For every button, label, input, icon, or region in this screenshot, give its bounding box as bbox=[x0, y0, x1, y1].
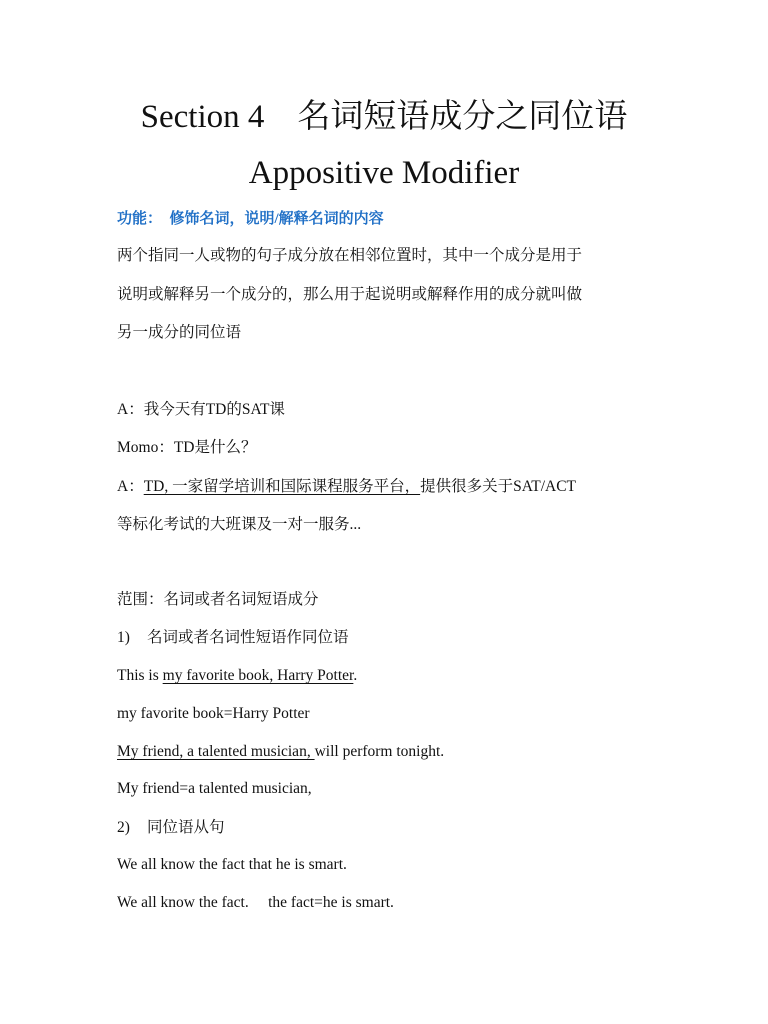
list-item-1-text: 名词或者名词性短语作同位语 bbox=[147, 629, 349, 646]
function-line: 功能： 修饰名词，说明/解释名词的内容 bbox=[117, 211, 384, 227]
section-title: Section 4 名词短语成分之同位语 bbox=[140, 99, 628, 135]
definition-line-3: 另一成分的同位语 bbox=[117, 324, 242, 341]
example-1-equation: my favorite book=Harry Potter bbox=[117, 705, 310, 722]
dialogue-a2-continuation: 等标化考试的大班课及一对一服务... bbox=[117, 516, 362, 533]
example-2 bbox=[117, 741, 677, 763]
dialogue-momo: Momo：TD是什么？ bbox=[117, 439, 257, 456]
dialogue-a2-prefix: A： bbox=[117, 478, 144, 495]
example-1-appositive: my favorite book, Harry Potter bbox=[162, 667, 354, 684]
example-3: We all know the fact that he is smart. bbox=[117, 856, 347, 873]
list-item-1 bbox=[117, 627, 677, 649]
list-item-2 bbox=[117, 817, 677, 839]
example-1-suffix: . bbox=[353, 667, 358, 684]
list-item-2-text: 同位语从句 bbox=[147, 819, 225, 836]
list-item-2-number: 2) bbox=[117, 819, 130, 836]
example-2-equation: My friend=a talented musician, bbox=[117, 780, 312, 797]
definition-line-1: 两个指同一人或物的句子成分放在相邻位置时，其中一个成分是用于 bbox=[117, 247, 583, 264]
dialogue-a2-rest: 提供很多关于SAT/ACT bbox=[420, 478, 576, 495]
scope-line: 范围：名词或者名词短语成分 bbox=[117, 591, 319, 608]
dialogue-a2 bbox=[117, 476, 677, 498]
dialogue-a1: A：我今天有TD的SAT课 bbox=[117, 401, 285, 418]
list-item-1-number: 1) bbox=[117, 629, 130, 646]
example-2-appositive: My friend, a talented musician, bbox=[117, 743, 315, 760]
example-1-prefix: This is bbox=[117, 667, 163, 684]
dialogue-a2-appositive: TD, 一家留学培训和国际课程服务平台， bbox=[143, 478, 421, 495]
example-2-suffix: will perform tonight. bbox=[314, 743, 445, 760]
section-subtitle: Appositive Modifier bbox=[248, 155, 520, 191]
example-1 bbox=[117, 665, 677, 687]
example-3-equation: We all know the fact. the fact=he is smart. bbox=[117, 894, 394, 911]
definition-line-2: 说明或解释另一个成分的，那么用于起说明或解释作用的成分就叫做 bbox=[117, 286, 583, 303]
